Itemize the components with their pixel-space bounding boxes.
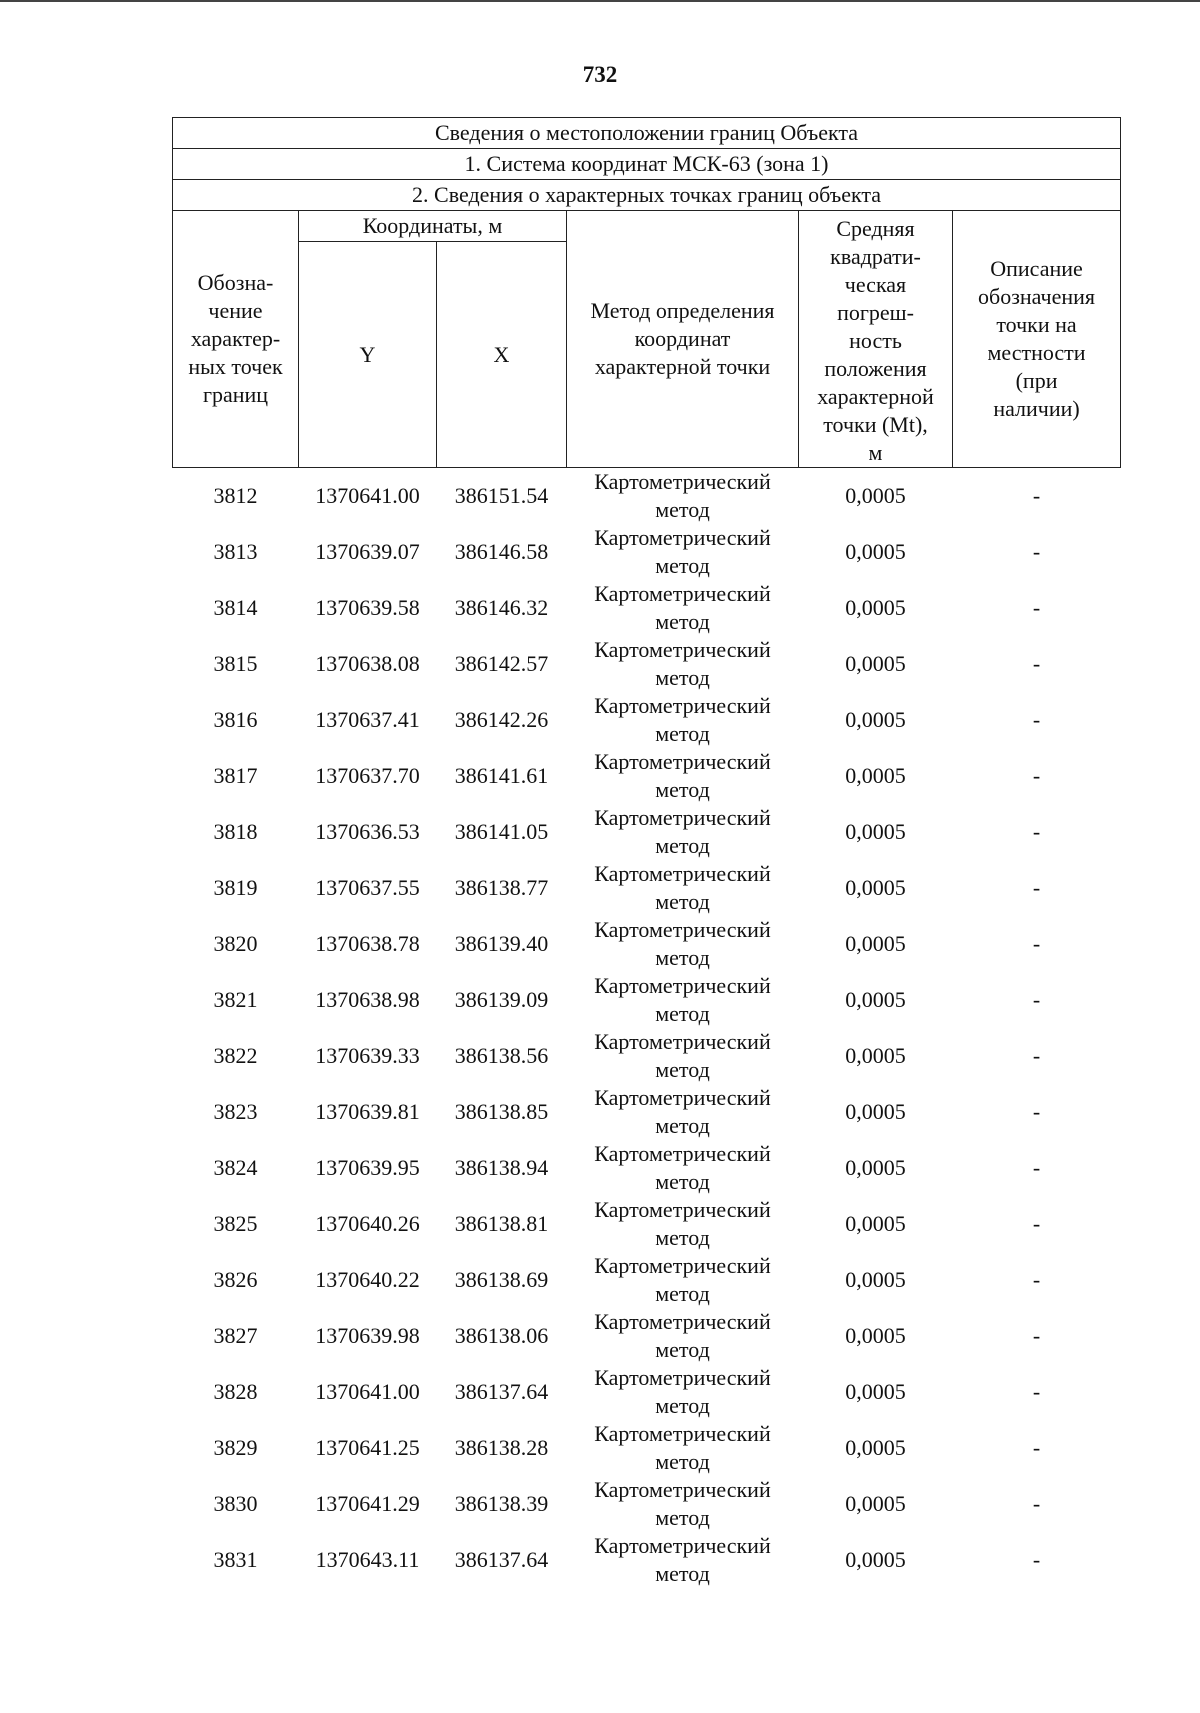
accuracy-cell: 0,0005 bbox=[845, 651, 906, 676]
table-row bbox=[173, 916, 1121, 972]
points-section-title: 2. Сведения о характерных точках границ объекта bbox=[173, 180, 1121, 211]
y-coordinate-cell: 1370638.78 bbox=[315, 931, 420, 956]
point-number-cell: 3828 bbox=[213, 1379, 258, 1404]
accuracy-header: Средняя квадрати- ческая погреш- ность положения характерной точки (Mt), м bbox=[799, 211, 953, 468]
description-cell: - bbox=[1032, 651, 1041, 676]
x-coordinate-header: X bbox=[437, 242, 567, 468]
method-cell: Картометрический метод bbox=[594, 1253, 771, 1306]
top-border-line bbox=[0, 0, 1200, 2]
coordinate-system-title: 1. Система координат МСК-63 (зона 1) bbox=[173, 149, 1121, 180]
description-cell: - bbox=[1032, 1323, 1041, 1348]
accuracy-cell: 0,0005 bbox=[845, 1043, 906, 1068]
point-number-cell: 3816 bbox=[213, 707, 258, 732]
description-cell: - bbox=[1032, 1379, 1041, 1404]
point-number-cell: 3831 bbox=[213, 1547, 258, 1572]
y-coordinate-cell: 1370639.95 bbox=[315, 1155, 420, 1180]
table-row bbox=[173, 1364, 1121, 1420]
x-coordinate-cell: 386137.64 bbox=[454, 1379, 549, 1404]
description-cell: - bbox=[1032, 1211, 1041, 1236]
accuracy-cell: 0,0005 bbox=[845, 1547, 906, 1572]
method-cell: Картометрический метод bbox=[594, 749, 771, 802]
method-cell: Картометрический метод bbox=[594, 469, 771, 522]
description-cell: - bbox=[1032, 1155, 1041, 1180]
table-row bbox=[173, 1140, 1121, 1196]
description-cell: - bbox=[1032, 931, 1041, 956]
x-coordinate-cell: 386138.77 bbox=[454, 875, 549, 900]
x-coordinate-cell: 386138.69 bbox=[454, 1267, 549, 1292]
method-cell: Картометрический метод bbox=[594, 1421, 771, 1474]
x-coordinate-cell: 386139.40 bbox=[454, 931, 549, 956]
method-cell: Картометрический метод bbox=[594, 1141, 771, 1194]
method-cell: Картометрический метод bbox=[594, 1309, 771, 1362]
method-cell: Картометрический метод bbox=[594, 917, 771, 970]
y-coordinate-cell: 1370639.07 bbox=[315, 539, 420, 564]
x-coordinate-cell: 386139.09 bbox=[454, 987, 549, 1012]
point-designation-header: Обозна- чение характер- ных точек границ bbox=[173, 211, 299, 468]
y-coordinate-cell: 1370639.58 bbox=[315, 595, 420, 620]
description-cell: - bbox=[1032, 875, 1041, 900]
accuracy-cell: 0,0005 bbox=[845, 1155, 906, 1180]
point-number-cell: 3823 bbox=[213, 1099, 258, 1124]
accuracy-cell: 0,0005 bbox=[845, 819, 906, 844]
y-coordinate-cell: 1370637.55 bbox=[315, 875, 420, 900]
accuracy-cell: 0,0005 bbox=[845, 1491, 906, 1516]
method-cell: Картометрический метод bbox=[594, 1365, 771, 1418]
description-cell: - bbox=[1032, 819, 1041, 844]
table-row bbox=[173, 748, 1121, 804]
point-number-cell: 3829 bbox=[213, 1435, 258, 1460]
x-coordinate-cell: 386138.56 bbox=[454, 1043, 549, 1068]
point-number-cell: 3822 bbox=[213, 1043, 258, 1068]
table-row bbox=[173, 860, 1121, 916]
point-number-cell: 3812 bbox=[213, 483, 258, 508]
table-row bbox=[173, 524, 1121, 580]
y-coordinate-cell: 1370639.98 bbox=[315, 1323, 420, 1348]
x-coordinate-cell: 386138.39 bbox=[454, 1491, 549, 1516]
y-coordinate-cell: 1370639.33 bbox=[315, 1043, 420, 1068]
accuracy-cell: 0,0005 bbox=[845, 763, 906, 788]
point-number-cell: 3815 bbox=[213, 651, 258, 676]
y-coordinate-header: Y bbox=[299, 242, 437, 468]
table-row bbox=[173, 580, 1121, 636]
accuracy-cell: 0,0005 bbox=[845, 875, 906, 900]
point-number-cell: 3821 bbox=[213, 987, 258, 1012]
accuracy-cell: 0,0005 bbox=[845, 987, 906, 1012]
point-number-cell: 3830 bbox=[213, 1491, 258, 1516]
method-cell: Картометрический метод bbox=[594, 1533, 771, 1586]
description-cell: - bbox=[1032, 987, 1041, 1012]
x-coordinate-cell: 386142.26 bbox=[454, 707, 549, 732]
y-coordinate-cell: 1370641.25 bbox=[315, 1435, 420, 1460]
boundary-points-table bbox=[172, 117, 1121, 1588]
table-row bbox=[173, 1084, 1121, 1140]
x-coordinate-cell: 386138.85 bbox=[454, 1099, 549, 1124]
page-number: 732 bbox=[582, 62, 618, 87]
table-body bbox=[173, 468, 1121, 1589]
y-coordinate-cell: 1370643.11 bbox=[315, 1547, 420, 1572]
y-coordinate-cell: 1370641.29 bbox=[315, 1491, 420, 1516]
y-coordinate-cell: 1370640.26 bbox=[315, 1211, 420, 1236]
point-number-cell: 3820 bbox=[213, 931, 258, 956]
point-number-cell: 3824 bbox=[213, 1155, 258, 1180]
y-coordinate-cell: 1370641.00 bbox=[315, 483, 420, 508]
table-row bbox=[173, 692, 1121, 748]
description-cell: - bbox=[1032, 595, 1041, 620]
y-coordinate-cell: 1370637.70 bbox=[315, 763, 420, 788]
x-coordinate-cell: 386138.28 bbox=[454, 1435, 549, 1460]
x-coordinate-cell: 386138.06 bbox=[454, 1323, 549, 1348]
table-row bbox=[173, 1420, 1121, 1476]
table-row bbox=[173, 1476, 1121, 1532]
accuracy-cell: 0,0005 bbox=[845, 483, 906, 508]
description-header: Описание обозначения точки на местности (при наличии) bbox=[953, 211, 1121, 468]
point-number-cell: 3817 bbox=[213, 763, 258, 788]
y-coordinate-cell: 1370640.22 bbox=[315, 1267, 420, 1292]
method-cell: Картометрический метод bbox=[594, 637, 771, 690]
description-cell: - bbox=[1032, 539, 1041, 564]
table-row bbox=[173, 972, 1121, 1028]
point-number-cell: 3827 bbox=[213, 1323, 258, 1348]
method-cell: Картометрический метод bbox=[594, 973, 771, 1026]
accuracy-cell: 0,0005 bbox=[845, 595, 906, 620]
table-row bbox=[173, 468, 1121, 525]
y-coordinate-cell: 1370637.41 bbox=[315, 707, 420, 732]
table-row bbox=[173, 1028, 1121, 1084]
table-row bbox=[173, 804, 1121, 860]
point-number-cell: 3819 bbox=[213, 875, 258, 900]
x-coordinate-cell: 386146.32 bbox=[454, 595, 549, 620]
description-cell: - bbox=[1032, 1099, 1041, 1124]
description-cell: - bbox=[1032, 1043, 1041, 1068]
method-cell: Картометрический метод bbox=[594, 805, 771, 858]
point-number-cell: 3814 bbox=[213, 595, 258, 620]
accuracy-cell: 0,0005 bbox=[845, 931, 906, 956]
accuracy-cell: 0,0005 bbox=[845, 1323, 906, 1348]
method-cell: Картометрический метод bbox=[594, 581, 771, 634]
x-coordinate-cell: 386142.57 bbox=[454, 651, 549, 676]
accuracy-cell: 0,0005 bbox=[845, 707, 906, 732]
accuracy-cell: 0,0005 bbox=[845, 1099, 906, 1124]
description-cell: - bbox=[1032, 707, 1041, 732]
accuracy-cell: 0,0005 bbox=[845, 1435, 906, 1460]
y-coordinate-cell: 1370638.98 bbox=[315, 987, 420, 1012]
accuracy-cell: 0,0005 bbox=[845, 1211, 906, 1236]
table-row bbox=[173, 1252, 1121, 1308]
method-cell: Картометрический метод bbox=[594, 1197, 771, 1250]
x-coordinate-cell: 386141.05 bbox=[454, 819, 549, 844]
table-row bbox=[173, 636, 1121, 692]
object-boundaries-title: Сведения о местоположении границ Объекта bbox=[173, 118, 1121, 149]
accuracy-cell: 0,0005 bbox=[845, 1379, 906, 1404]
description-cell: - bbox=[1032, 1267, 1041, 1292]
x-coordinate-cell: 386138.94 bbox=[454, 1155, 549, 1180]
y-coordinate-cell: 1370641.00 bbox=[315, 1379, 420, 1404]
point-number-cell: 3818 bbox=[213, 819, 258, 844]
method-cell: Картометрический метод bbox=[594, 861, 771, 914]
x-coordinate-cell: 386137.64 bbox=[454, 1547, 549, 1572]
table-row bbox=[173, 1196, 1121, 1252]
point-number-cell: 3813 bbox=[213, 539, 258, 564]
coordinates-header: Координаты, м bbox=[299, 211, 567, 242]
x-coordinate-cell: 386146.58 bbox=[454, 539, 549, 564]
accuracy-cell: 0,0005 bbox=[845, 539, 906, 564]
description-cell: - bbox=[1032, 1491, 1041, 1516]
method-cell: Картометрический метод bbox=[594, 525, 771, 578]
y-coordinate-cell: 1370639.81 bbox=[315, 1099, 420, 1124]
y-coordinate-cell: 1370638.08 bbox=[315, 651, 420, 676]
description-cell: - bbox=[1032, 483, 1041, 508]
x-coordinate-cell: 386141.61 bbox=[454, 763, 549, 788]
table-row bbox=[173, 1532, 1121, 1588]
point-number-cell: 3825 bbox=[213, 1211, 258, 1236]
accuracy-cell: 0,0005 bbox=[845, 1267, 906, 1292]
description-cell: - bbox=[1032, 1547, 1041, 1572]
x-coordinate-cell: 386138.81 bbox=[454, 1211, 549, 1236]
method-cell: Картометрический метод bbox=[594, 1029, 771, 1082]
method-header: Метод определения координат характерной точки bbox=[567, 211, 799, 468]
method-cell: Картометрический метод bbox=[594, 693, 771, 746]
x-coordinate-cell: 386151.54 bbox=[454, 483, 549, 508]
point-number-cell: 3826 bbox=[213, 1267, 258, 1292]
method-cell: Картометрический метод bbox=[594, 1477, 771, 1530]
description-cell: - bbox=[1032, 763, 1041, 788]
description-cell: - bbox=[1032, 1435, 1041, 1460]
table-row bbox=[173, 1308, 1121, 1364]
method-cell: Картометрический метод bbox=[594, 1085, 771, 1138]
y-coordinate-cell: 1370636.53 bbox=[315, 819, 420, 844]
